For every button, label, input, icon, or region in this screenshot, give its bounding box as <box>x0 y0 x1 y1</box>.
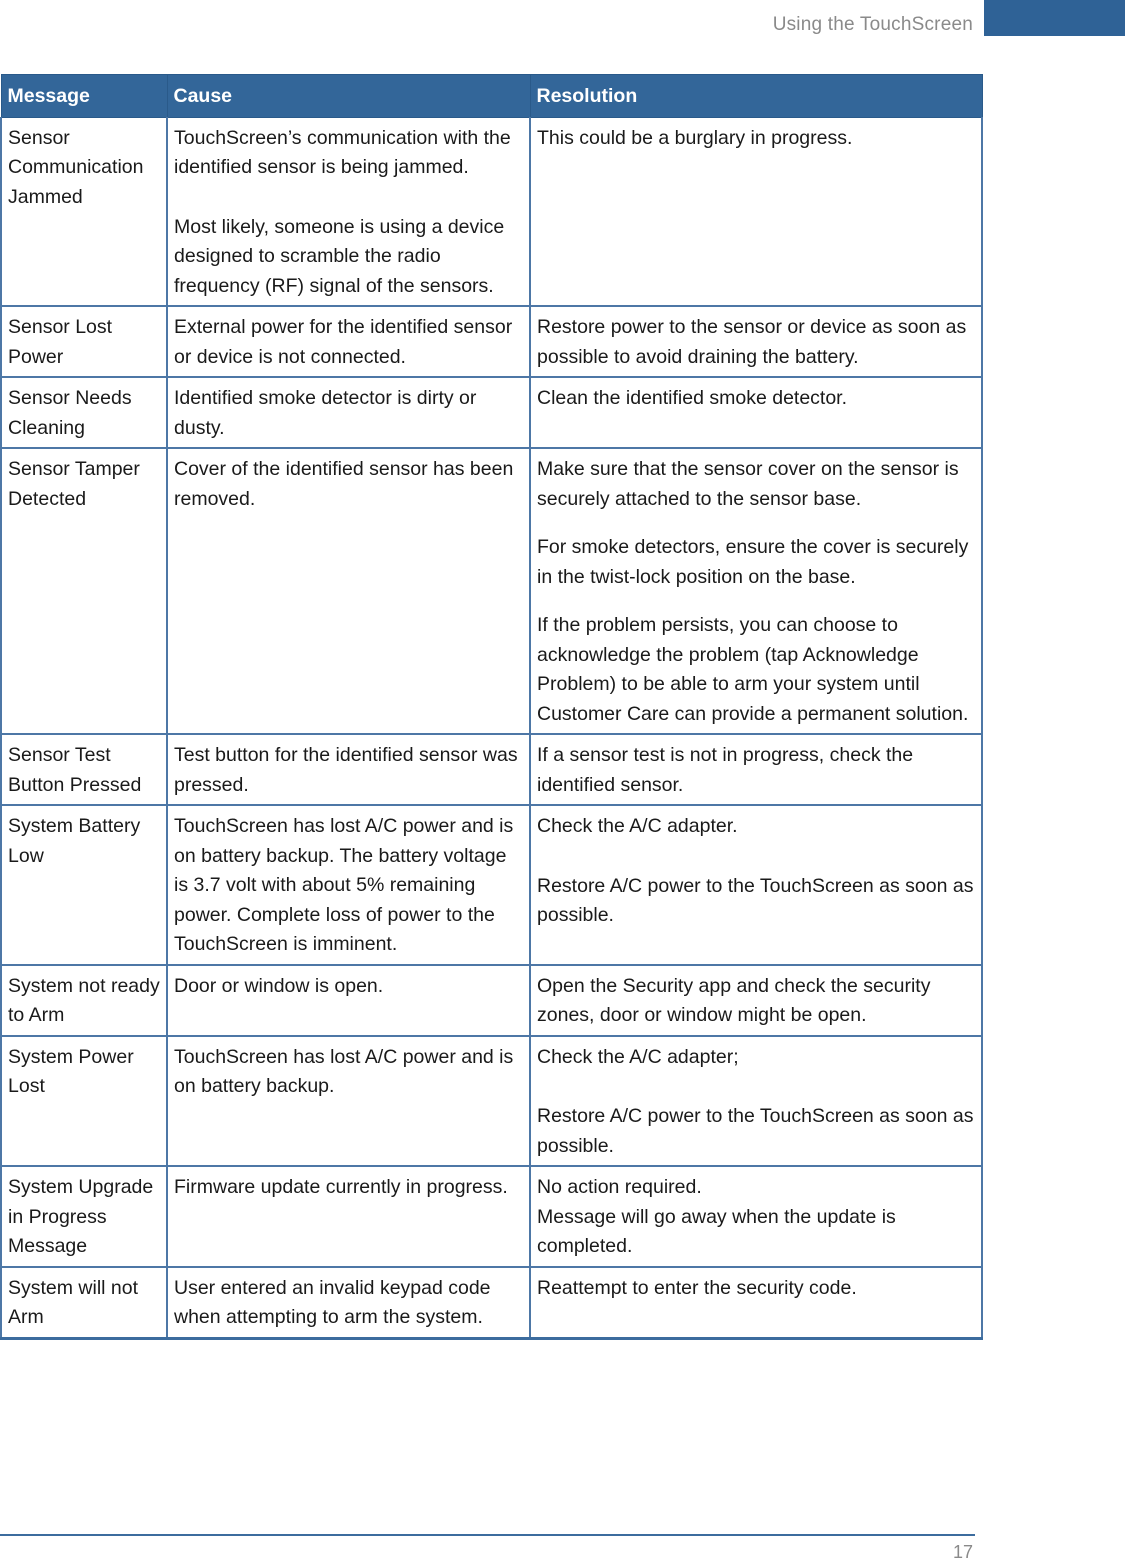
page-number: 17 <box>952 1542 973 1562</box>
cause-text: TouchScreen has lost A/C power and is on battery backup. The battery voltage is 3.7 volt with about 5% remaining power. Complete loss of power to the TouchScreen is imminent. <box>174 815 514 955</box>
message-text: System Power Lost <box>8 1045 134 1097</box>
message-cell <box>1 306 167 377</box>
table-row <box>1 306 982 377</box>
resolution-text: If the problem persists, you can choose to acknowledge the problem (tap Acknowledge Problem) to be able to arm your system until Customer Care can provide a permanent solution. <box>537 614 969 725</box>
resolution-cell <box>530 805 982 965</box>
message-text: Sensor Needs Cleaning <box>8 387 132 439</box>
cause-cell <box>167 448 530 734</box>
cause-text: Firmware update currently in progress. <box>174 1176 508 1198</box>
resolution-text: For smoke detectors, ensure the cover is securely in the twist-lock position on the base. <box>537 536 969 588</box>
resolution-text: This could be a burglary in progress. <box>537 126 853 149</box>
column-header-resolution: Resolution <box>530 75 982 118</box>
resolution-text: Restore A/C power to the TouchScreen as soon as possible. <box>537 1105 974 1157</box>
cause-cell <box>167 965 530 1036</box>
table-row <box>1 448 982 734</box>
cause-text: Test button for the identified sensor was pressed. <box>174 744 518 796</box>
table-row <box>1 117 982 306</box>
cause-cell <box>167 306 530 377</box>
header-accent-bar <box>984 0 1125 36</box>
message-cell <box>1 805 167 965</box>
table-header-row <box>1 75 982 118</box>
cause-cell <box>167 1036 530 1167</box>
cause-text: TouchScreen has lost A/C power and is on battery backup. <box>174 1045 514 1097</box>
resolution-text: Check the A/C adapter. <box>537 815 738 837</box>
table-row <box>1 734 982 805</box>
message-text: Sensor Tamper Detected <box>8 458 140 510</box>
resolution-cell <box>530 306 982 377</box>
cause-text: User entered an invalid keypad code when attempting to arm the system. <box>174 1276 491 1328</box>
cause-cell <box>167 734 530 805</box>
footer-divider <box>0 1534 975 1536</box>
cause-text: Cover of the identified sensor has been removed. <box>174 458 514 510</box>
resolution-text: Make sure that the sensor cover on the sensor is securely attached to the sensor base. <box>537 458 959 510</box>
header-title: Using the TouchScreen <box>772 14 973 35</box>
cause-cell <box>167 377 530 448</box>
resolution-text: No action required. <box>537 1176 702 1198</box>
cause-cell <box>167 1267 530 1339</box>
resolution-cell <box>530 448 982 734</box>
resolution-cell <box>530 965 982 1036</box>
resolution-text: If a sensor test is not in progress, check the identified sensor. <box>537 744 914 796</box>
message-text: System will not Arm <box>8 1276 139 1328</box>
table-row <box>1 1267 982 1339</box>
resolution-cell <box>530 1036 982 1167</box>
column-header-message: Message <box>1 75 167 118</box>
message-cell <box>1 377 167 448</box>
message-text: Sensor Communication Jammed <box>8 126 144 208</box>
resolution-text: Message will go away when the update is completed. <box>537 1205 896 1257</box>
message-text: Sensor Lost Power <box>8 316 113 368</box>
cause-cell <box>167 805 530 965</box>
resolution-text: Check the A/C adapter; <box>537 1045 739 1068</box>
resolution-text: Clean the identified smoke detector. <box>537 387 848 409</box>
table-row <box>1 805 982 965</box>
resolution-cell <box>530 1166 982 1267</box>
cause-text: Door or window is open. <box>174 974 384 997</box>
message-text: Sensor Test Button Pressed <box>8 744 142 796</box>
resolution-cell <box>530 117 982 306</box>
message-text: System Upgrade in Progress Message <box>8 1176 154 1257</box>
resolution-text: Reattempt to enter the security code. <box>537 1276 857 1299</box>
table-row <box>1 377 982 448</box>
cause-text: Most likely, someone is using a device designed to scramble the radio frequency (RF) signal of the sensors. <box>174 215 505 297</box>
cause-cell <box>167 1166 530 1267</box>
resolution-cell <box>530 734 982 805</box>
message-cell <box>1 965 167 1036</box>
table-row <box>1 1166 982 1267</box>
cause-text: External power for the identified sensor or device is not connected. <box>174 316 513 368</box>
resolution-text: Restore power to the sensor or device as soon as possible to avoid draining the battery. <box>537 316 967 368</box>
cause-text: TouchScreen’s communication with the identified sensor is being jammed. <box>174 126 511 178</box>
resolution-cell <box>530 377 982 448</box>
message-cell <box>1 734 167 805</box>
resolution-text: Open the Security app and check the security zones, door or window might be open. <box>537 974 931 1026</box>
message-cell <box>1 117 167 306</box>
cause-text: Identified smoke detector is dirty or dusty. <box>174 387 477 439</box>
table-row <box>1 1036 982 1167</box>
resolution-text: Restore A/C power to the TouchScreen as soon as possible. <box>537 874 974 926</box>
resolution-cell <box>530 1267 982 1339</box>
table-row <box>1 965 982 1036</box>
message-text: System Battery Low <box>8 815 141 867</box>
message-cell <box>1 1267 167 1339</box>
column-header-cause: Cause <box>167 75 530 118</box>
troubleshooting-table <box>0 74 983 1340</box>
message-cell <box>1 1036 167 1167</box>
message-cell <box>1 448 167 734</box>
message-text: System not ready to Arm <box>8 974 160 1026</box>
message-cell <box>1 1166 167 1267</box>
cause-cell <box>167 117 530 306</box>
